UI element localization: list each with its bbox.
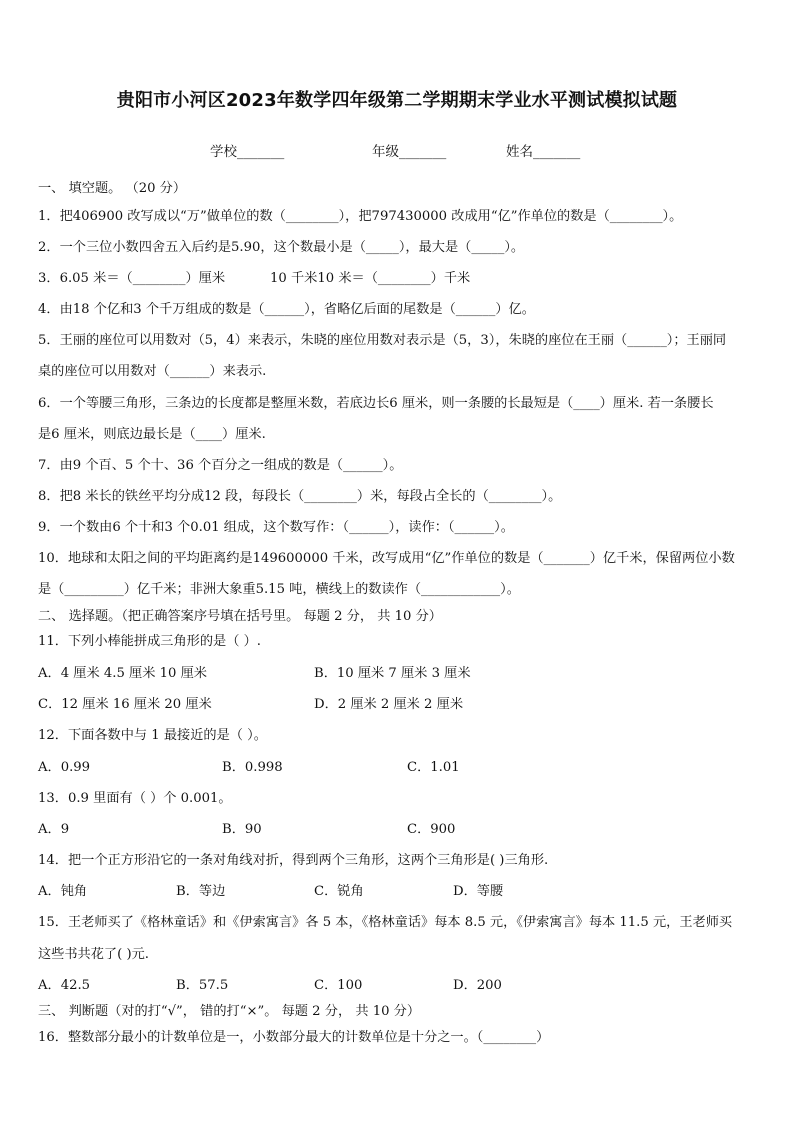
question-16: 16．整数部分最小的计数单位是一，小数部分最大的计数单位是十分之一。（________） bbox=[38, 1030, 550, 1045]
question-13: 13．0.9 里面有（ ）个 0.001。 bbox=[38, 791, 232, 806]
q11-option-d: D．2 厘米 2 厘米 2 厘米 bbox=[314, 697, 464, 712]
question-3b: 10 千米10 米＝（________）千米 bbox=[270, 271, 471, 286]
section-header-fill-in: 一、 填空题。 （20 分） bbox=[38, 181, 187, 196]
name-field: 姓名_______ bbox=[506, 144, 581, 160]
q11-option-b: B．10 厘米 7 厘米 3 厘米 bbox=[314, 666, 471, 681]
question-14: 14．把一个正方形沿它的一条对角线对折，得到两个三角形，这两个三角形是( )三角形. bbox=[38, 853, 549, 868]
question-15-line-1: 15．王老师买了《格林童话》和《伊索寓言》各 5 本，《格林童话》每本 8.5 元，《伊索寓言》每本 11.5 元，王老师买 bbox=[38, 915, 733, 930]
q15-option-a: A．42.5 bbox=[38, 978, 91, 993]
question-7: 7．由9 个百、5 个十、36 个百分之一组成的数是（______）。 bbox=[38, 458, 403, 473]
q14-option-a: A．钝角 bbox=[38, 884, 88, 899]
q14-option-d: D．等腰 bbox=[453, 884, 504, 899]
school-field: 学校_______ bbox=[210, 144, 285, 160]
question-1: 1．把406900 改写成以“万”做单位的数（________），把797430000 改成用“亿”作单位的数是（________）。 bbox=[38, 209, 683, 224]
q15-option-c: C．100 bbox=[314, 978, 363, 993]
q12-option-a: A．0.99 bbox=[38, 760, 91, 775]
question-12: 12．下面各数中与 1 最接近的是（ ）。 bbox=[38, 728, 267, 743]
question-5-line-2: 桌的座位可以用数对（______）来表示. bbox=[38, 364, 267, 379]
q14-option-b: B．等边 bbox=[176, 884, 226, 899]
question-10-line-1: 10．地球和太阳之间的平均距离约是149600000 千米，改写成用“亿”作单位的数是（_______）亿千米，保留两位小数 bbox=[38, 551, 735, 566]
page-title: 贵阳市小河区2023年数学四年级第二学期期末学业水平测试模拟试题 bbox=[116, 90, 678, 111]
q13-option-b: B．90 bbox=[222, 822, 262, 837]
question-4: 4．由18 个亿和3 个千万组成的数是（______），省略亿后面的尾数是（______）亿。 bbox=[38, 302, 535, 317]
q12-option-c: C．1.01 bbox=[407, 760, 460, 775]
question-5-line-1: 5．王丽的座位可以用数对（5，4）来表示，朱晓的座位用数对表示是（5，3），朱晓的座位在王丽（______）；王丽同 bbox=[38, 333, 727, 348]
question-6-line-2: 是6 厘米，则底边最长是（____）厘米. bbox=[38, 427, 266, 442]
question-11: 11．下列小棒能拼成三角形的是（ ）. bbox=[38, 634, 261, 649]
grade-field: 年级_______ bbox=[372, 144, 447, 160]
section-header-true-false: 三、 判断题（对的打“√”， 错的打“×”。 每题 2 分， 共 10 分） bbox=[38, 1004, 421, 1019]
question-3a: 3．6.05 米＝（________）厘米 bbox=[38, 271, 226, 286]
q15-option-b: B．57.5 bbox=[176, 978, 229, 993]
q11-option-c: C．12 厘米 16 厘米 20 厘米 bbox=[38, 697, 212, 712]
q13-option-a: A．9 bbox=[38, 822, 70, 837]
section-header-choice: 二、 选择题。（把正确答案序号填在括号里。 每题 2 分， 共 10 分） bbox=[38, 609, 442, 624]
question-8: 8．把8 米长的铁丝平均分成12 段，每段长（________）米，每段占全长的（________）。 bbox=[38, 489, 562, 504]
question-9: 9．一个数由6 个十和3 个0.01 组成，这个数写作：（______），读作：（______）。 bbox=[38, 520, 514, 535]
question-10-line-2: 是（_________）亿千米；非洲大象重5.15 吨，横线上的数读作（____________）。 bbox=[38, 582, 520, 597]
q12-option-b: B．0.998 bbox=[222, 760, 283, 775]
q13-option-c: C．900 bbox=[407, 822, 456, 837]
question-15-line-2: 这些书共花了( )元. bbox=[38, 947, 149, 962]
question-6-line-1: 6．一个等腰三角形，三条边的长度都是整厘米数，若底边长6 厘米，则一条腰的长最短是（____）厘米. 若一条腰长 bbox=[38, 396, 714, 411]
q14-option-c: C．锐角 bbox=[314, 884, 364, 899]
question-2: 2．一个三位小数四舍五入后约是5.90，这个数最小是（_____），最大是（_____）。 bbox=[38, 240, 525, 255]
q15-option-d: D．200 bbox=[453, 978, 502, 993]
q11-option-a: A．4 厘米 4.5 厘米 10 厘米 bbox=[38, 666, 207, 681]
